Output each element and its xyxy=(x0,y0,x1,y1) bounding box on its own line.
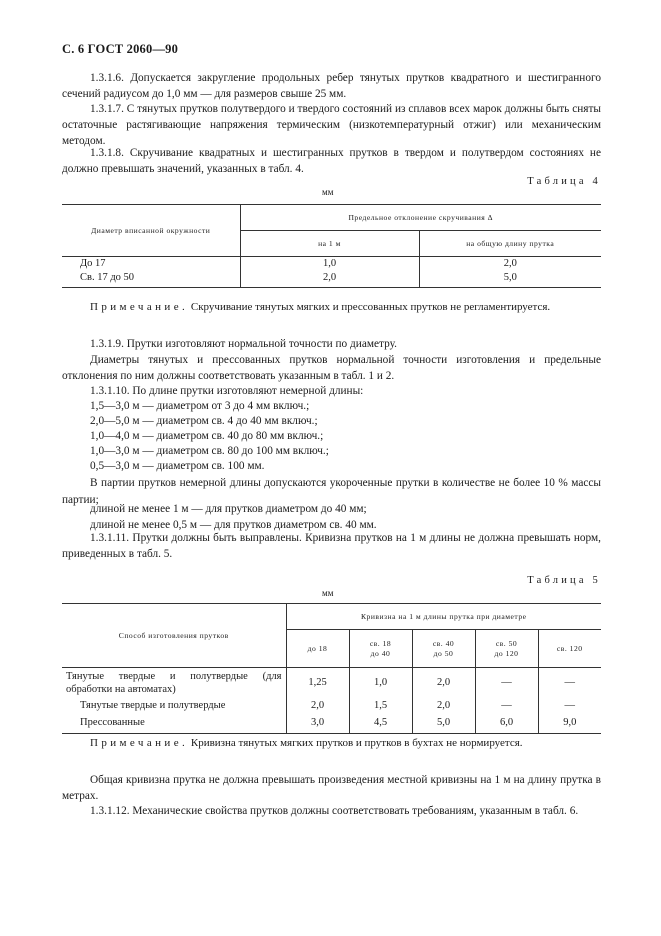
table4-col-diameter: Диаметр вписанной окружности xyxy=(62,205,240,257)
table4-row-label: До 17 xyxy=(80,258,106,269)
table5-cell: 9,0 xyxy=(538,714,601,734)
table5-title: Таблица 5 xyxy=(527,575,601,586)
table-row xyxy=(62,698,601,714)
table5-cell: — xyxy=(475,668,538,698)
table4-row-label: Св. 17 до 50 xyxy=(80,272,135,283)
table5-note xyxy=(90,737,523,749)
page-header: С. 6 ГОСТ 2060—90 xyxy=(62,42,179,56)
short-bars-item: длиной не менее 0,5 м — для прутков диаметром св. 40 мм. xyxy=(90,519,377,531)
table4-cell: 2,0 xyxy=(240,271,419,287)
table5-cell: 4,5 xyxy=(349,714,412,734)
note-label: Примечание. xyxy=(90,737,189,749)
table5-cell: 1,5 xyxy=(349,698,412,714)
table4-cell: 2,0 xyxy=(419,257,601,272)
note-label: Примечание. xyxy=(90,301,189,313)
table-row xyxy=(62,714,601,734)
table5-cell: 5,0 xyxy=(412,714,475,734)
short-bars-item: длиной не менее 1 м — для прутков диаметром до 40 мм; xyxy=(90,503,367,515)
table-4 xyxy=(62,204,601,288)
paragraph-1-3-1-8: 1.3.1.8. Скручивание квадратных и шестигранных прутков в твердом и полутвердом состояниях не должно превышать значений, указанных в табл. 4. xyxy=(62,147,601,175)
table4-title: Таблица 4 xyxy=(527,176,601,187)
table5-unit: мм xyxy=(322,588,334,598)
table5-cell: — xyxy=(538,698,601,714)
length-list-item: 2,0—5,0 м — диаметром св. 4 до 40 мм включ.; xyxy=(90,415,318,427)
table5-cell: 2,0 xyxy=(286,698,349,714)
table5-cell: 2,0 xyxy=(412,668,475,698)
table5-cell: — xyxy=(475,698,538,714)
length-list-item: 1,0—3,0 м — диаметром св. 80 до 100 мм включ.; xyxy=(90,445,329,457)
table5-cell: 6,0 xyxy=(475,714,538,734)
table5-row-label: Тянутые твердые и полутвердые xyxy=(80,699,226,711)
table5-cell: 3,0 xyxy=(286,714,349,734)
table5-sub-header: св. 40 до 50 xyxy=(412,630,475,668)
table5-sub-header: до 18 xyxy=(286,630,349,668)
paragraph-1-3-1-7: 1.3.1.7. С тянутых прутков полутвердого и твердого состояний из сплавов всех марок должны быть сняты остаточные растягивающие напряжения термическим (низкотемпературный отжиг) или механическим методом. xyxy=(62,103,601,147)
table5-col-method: Способ изготовления прутков xyxy=(62,604,286,668)
table4-sub-total-length: на общую длину прутка xyxy=(419,231,601,257)
table-row xyxy=(62,668,601,698)
table5-cell: 2,0 xyxy=(412,698,475,714)
table5-row-label: Тянутые твердые и полутвердые (для обработки на автоматах) xyxy=(66,670,282,695)
length-list-item: 0,5—3,0 м — диаметром св. 100 мм. xyxy=(90,460,265,472)
table4-group-header: Предельное отклонение скручивания Δ xyxy=(240,205,601,231)
table5-sub-header: св. 120 xyxy=(538,630,601,668)
length-list-item: 1,0—4,0 м — диаметром св. 40 до 80 мм включ.; xyxy=(90,430,324,442)
table4-note xyxy=(90,301,550,313)
table5-sub-header: св. 18 до 40 xyxy=(349,630,412,668)
note-text: Скручивание тянутых мягких и прессованных прутков не регламентируется. xyxy=(188,301,551,313)
table4-cell: 5,0 xyxy=(419,271,601,287)
length-list-item: 1,5—3,0 м — диаметром от 3 до 4 мм включ.; xyxy=(90,400,310,412)
table-row xyxy=(62,257,601,272)
paragraph-total-curvature: Общая кривизна прутка не должна превышать произведения местной кривизны на 1 м на длину прутка в метрах. xyxy=(62,774,601,802)
table5-cell: 1,25 xyxy=(286,668,349,698)
paragraph-1-3-1-11: 1.3.1.11. Прутки должны быть выправлены. Кривизна прутков на 1 м длины не должна превышать норм, приведенных в табл. 5. xyxy=(62,532,601,560)
table5-cell: — xyxy=(538,668,601,698)
table4-cell: 1,0 xyxy=(240,257,419,272)
table-row xyxy=(62,271,601,287)
table-5 xyxy=(62,603,601,734)
table4-sub-per-meter: на 1 м xyxy=(240,231,419,257)
paragraph-1-3-1-6: 1.3.1.6. Допускается закругление продольных ребер тянутых прутков квадратного и шестигранного сечений радиусом до 1,0 мм — для размеров свыше 25 мм. xyxy=(62,72,601,100)
paragraph-1-3-1-10: 1.3.1.10. По длине прутки изготовляют немерной длины: xyxy=(90,385,364,397)
paragraph-1-3-1-12: 1.3.1.12. Механические свойства прутков должны соответствовать требованиям, указанным в табл. 6. xyxy=(90,805,579,817)
table5-row-label: Прессованные xyxy=(80,717,145,729)
table5-sub-header: св. 50 до 120 xyxy=(475,630,538,668)
paragraph-short-bars: В партии прутков немерной длины допускаются укороченные прутки в количестве не более 10 % массы партии; xyxy=(62,477,601,506)
table5-group-header: Кривизна на 1 м длины прутка при диаметре xyxy=(286,604,601,630)
paragraph-1-3-1-9: 1.3.1.9. Прутки изготовляют нормальной точности по диаметру. xyxy=(90,338,397,350)
table4-unit: мм xyxy=(322,187,334,197)
table5-cell: 1,0 xyxy=(349,668,412,698)
paragraph-diameters: Диаметры тянутых и прессованных прутков нормальной точности изготовления и предельные отклонения по ним должны соответствовать указанным в табл. 1 и 2. xyxy=(62,354,601,382)
note-text: Кривизна тянутых мягких прутков и прутков в бухтах не нормируется. xyxy=(188,737,523,749)
